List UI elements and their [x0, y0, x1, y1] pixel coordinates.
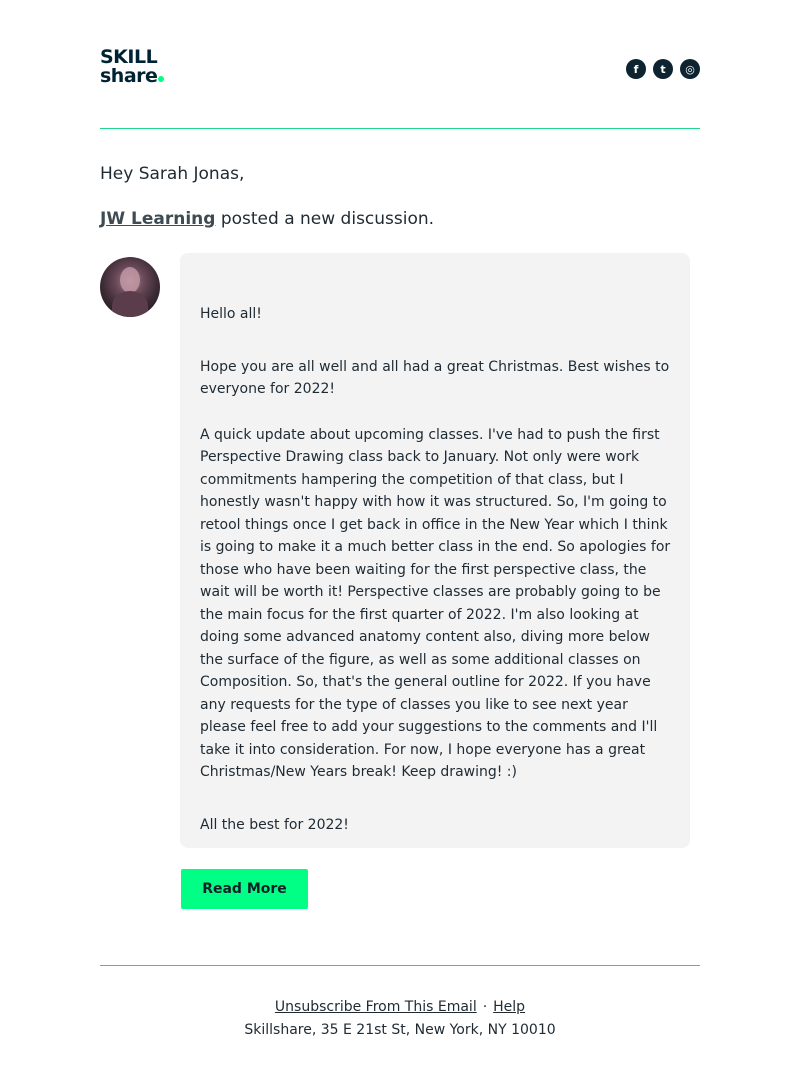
- discussion-card: [180, 253, 690, 848]
- footer-address: Skillshare, 35 E 21st St, New York, NY 10010: [244, 1022, 556, 1038]
- twitter-icon[interactable]: t: [653, 59, 673, 79]
- footer-divider: [100, 965, 700, 966]
- facebook-icon[interactable]: f: [626, 59, 646, 79]
- discussion-body: [200, 303, 672, 836]
- avatar[interactable]: [100, 257, 160, 317]
- greeting: Hey Sarah Jonas,: [100, 164, 245, 184]
- header-divider: [100, 128, 700, 129]
- logo-line-2-text: share: [100, 65, 158, 87]
- avatar-body: [112, 291, 148, 317]
- unsubscribe-link[interactable]: Unsubscribe From This Email: [274, 999, 477, 1015]
- post-paragraph: A quick update about upcoming classes. I've had to push the first Perspective Drawing class back to January. Not only were work commitments hampering the competition of that class, but I honestly wasn't happy with how it was structured. So, I'm going to retool things once I get back in office in the New Year which I think is going to make it a much better class in the end. So apologies for those who have been waiting for the first perspective class, the wait will be worth it! Perspective classes are probably going to be the main focus for the first quarter of 2022. I'm also looking at doing some advanced anatomy content also, diving more below the surface of the figure, as well as some additional classes on Composition. So, that's the general outline for 2022. If you have any requests for the type of classes you like to see next year please feel free to add your suggestions to the comments and I'll take it into consideration. For now, I hope everyone has a great Christmas/New Years break! Keep drawing! :): [200, 426, 671, 780]
- logo-line-1: SKILL: [100, 46, 158, 68]
- social-links: [626, 59, 700, 79]
- instagram-icon[interactable]: ◎: [680, 59, 700, 79]
- read-more-button[interactable]: Read More: [181, 869, 308, 909]
- avatar-face: [120, 267, 140, 293]
- announcement-text: posted a new discussion.: [215, 209, 435, 229]
- post-paragraph: All the best for 2022!: [200, 816, 349, 833]
- post-paragraph: Hope you are all well and all had a great Christmas. Best wishes to everyone for 2022!: [200, 358, 670, 397]
- email-header: [100, 48, 700, 90]
- footer-links: [0, 999, 800, 1015]
- help-link[interactable]: Help: [493, 999, 526, 1015]
- logo-dot: [158, 76, 164, 82]
- skillshare-logo[interactable]: [100, 48, 184, 90]
- announcement: [100, 209, 434, 229]
- logo-line-2: [100, 67, 184, 86]
- author-link[interactable]: JW Learning: [100, 209, 216, 229]
- post-paragraph: Hello all!: [200, 306, 262, 322]
- footer-separator: ·: [482, 999, 488, 1015]
